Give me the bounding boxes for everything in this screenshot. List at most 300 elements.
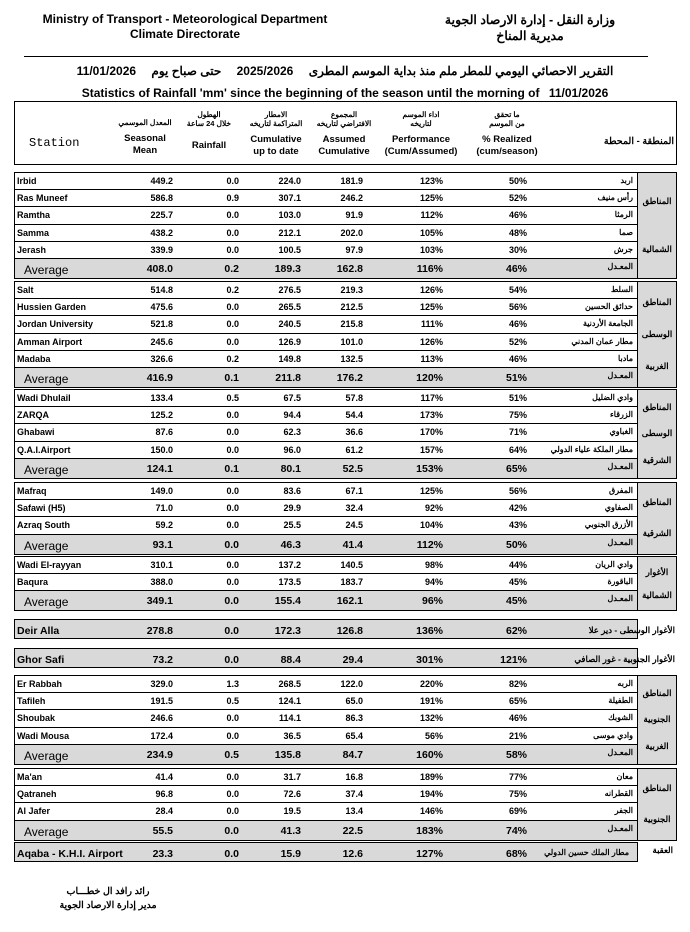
cell-seasonal-mean: 329.0 <box>150 679 173 689</box>
station-name-ar: الطفيلة <box>608 696 633 706</box>
cell-performance: 191% <box>419 696 443 707</box>
header-divider <box>24 56 648 57</box>
col-realized: ما تحقق من الموسم % Realized (cum/season) <box>476 110 538 157</box>
cell-assumed-cumulative: 126.8 <box>336 625 363 637</box>
station-name: Salt <box>17 285 34 295</box>
table-row <box>15 173 637 190</box>
cell-performance: 94% <box>424 577 443 588</box>
cell-cumulative: 211.8 <box>275 371 301 384</box>
station-name-ar: المفرق <box>609 486 633 495</box>
table-row <box>15 334 637 351</box>
cell-performance: 98% <box>424 560 443 570</box>
cell-seasonal-mean: 586.8 <box>150 193 173 204</box>
station-name-ar: رأس منيف <box>597 193 633 203</box>
cell-cumulative: 103.0 <box>278 210 301 221</box>
cell-assumed-cumulative: 162.8 <box>336 262 363 275</box>
cell-realized: 54% <box>508 285 527 295</box>
cell-rainfall: 0.0 <box>226 486 239 496</box>
cell-seasonal-mean: 73.2 <box>152 654 173 666</box>
station-name: Average <box>24 538 69 553</box>
col-cumulative: الامطار المتراكمة لتاريخه Cumulative up to date <box>249 110 303 157</box>
cell-assumed-cumulative: 246.2 <box>340 193 363 204</box>
cell-assumed-cumulative: 215.8 <box>340 319 363 330</box>
cell-cumulative: 173.5 <box>278 577 301 588</box>
ministry-name-ar: وزارة النقل - إدارة الارصاد الجوية <box>444 13 616 27</box>
cell-realized: 74% <box>505 824 527 837</box>
station-name: Wadi El-rayyan <box>17 560 82 570</box>
cell-rainfall: 0.0 <box>224 538 239 551</box>
cell-assumed-cumulative: 84.7 <box>342 748 363 761</box>
cell-seasonal-mean: 133.4 <box>150 393 173 403</box>
station-name: Er Rabbah <box>17 679 63 689</box>
cell-assumed-cumulative: 183.7 <box>340 577 363 588</box>
cell-seasonal-mean: 87.6 <box>155 427 173 438</box>
station-name: Shoubak <box>17 713 56 724</box>
station-name-ar: المعـدل <box>607 261 633 271</box>
table-row <box>15 710 637 727</box>
cell-performance: 136% <box>416 625 443 637</box>
cell-seasonal-mean: 59.2 <box>155 520 173 531</box>
col-seasonal-mean: المعدل الموسمي Seasonal Mean <box>118 118 172 156</box>
station-name-ar: الغباوي <box>609 427 633 437</box>
cell-assumed-cumulative: 91.9 <box>345 210 363 221</box>
cell-cumulative: 83.6 <box>283 486 301 496</box>
org-header-en <box>20 12 350 42</box>
cell-rainfall: 0.5 <box>224 748 239 761</box>
cell-realized: 56% <box>508 486 527 496</box>
cell-realized: 121% <box>500 654 527 666</box>
cell-assumed-cumulative: 65.4 <box>345 730 363 741</box>
station-name-ar: الربه <box>617 679 633 688</box>
cell-cumulative: 189.3 <box>274 262 301 275</box>
cell-assumed-cumulative: 65.0 <box>345 696 363 707</box>
cell-performance: 112% <box>416 538 443 551</box>
cell-realized: 52% <box>508 193 527 204</box>
region-label-ar: المناطق الشمالية <box>637 172 677 279</box>
cell-seasonal-mean: 521.8 <box>150 319 173 330</box>
region-label-ar: المناطق الوسطى الشرقية <box>637 389 677 479</box>
station-name-ar: مطار عمان المدني <box>571 336 633 346</box>
cell-cumulative: 15.9 <box>280 848 301 860</box>
cell-realized: 56% <box>508 302 527 313</box>
table-row <box>15 424 637 441</box>
cell-seasonal-mean: 124.1 <box>146 462 173 475</box>
cell-seasonal-mean: 23.3 <box>152 848 173 860</box>
cell-realized: 50% <box>505 538 527 551</box>
station-name-ar: الزرقاء <box>610 410 633 420</box>
cell-assumed-cumulative: 132.5 <box>340 353 363 364</box>
average-row <box>15 591 637 610</box>
cell-rainfall: 0.0 <box>226 560 239 570</box>
cell-performance: 301% <box>416 654 443 666</box>
cell-cumulative: 126.9 <box>278 336 301 347</box>
cell-cumulative: 19.5 <box>283 806 301 817</box>
cell-assumed-cumulative: 140.5 <box>340 560 363 570</box>
cell-realized: 62% <box>505 625 527 637</box>
cell-seasonal-mean: 172.4 <box>150 730 173 741</box>
cell-cumulative: 72.6 <box>283 789 301 800</box>
cell-seasonal-mean: 191.5 <box>150 696 173 707</box>
station-name: Ramtha <box>17 210 51 221</box>
cell-performance: 157% <box>419 444 443 455</box>
station-name-ar: وادي الريان <box>595 560 633 569</box>
cell-cumulative: 268.5 <box>278 679 301 689</box>
table-row <box>15 557 637 574</box>
cell-seasonal-mean: 55.5 <box>152 824 173 837</box>
cell-realized: 43% <box>508 520 527 531</box>
cell-seasonal-mean: 71.0 <box>155 503 173 514</box>
station-name-ar: الأغوار الوسطى - دير علا <box>588 625 675 635</box>
cell-seasonal-mean: 149.0 <box>150 486 173 496</box>
cell-rainfall: 0.5 <box>226 393 239 403</box>
cell-rainfall: 0.0 <box>224 595 239 608</box>
cell-assumed-cumulative: 61.2 <box>345 444 363 455</box>
cell-rainfall: 0.0 <box>226 503 239 514</box>
average-row <box>15 259 637 278</box>
signature-block <box>48 885 168 913</box>
station-name-ar: حدائق الحسين <box>585 302 633 312</box>
cell-realized: 30% <box>508 244 527 255</box>
cell-cumulative: 62.3 <box>283 427 301 438</box>
table-row <box>15 693 637 710</box>
table-row <box>15 390 637 407</box>
table-row <box>15 351 637 368</box>
table-row <box>15 407 637 424</box>
cell-assumed-cumulative: 162.1 <box>336 595 363 608</box>
cell-performance: 125% <box>419 193 443 204</box>
station-name: Average <box>24 371 69 386</box>
report-title-ar-main: التقرير الاحصائي اليومي للمطر ملم منذ بداية الموسم المطرى <box>308 64 614 78</box>
table-row <box>15 574 637 591</box>
cell-rainfall: 0.5 <box>226 696 239 707</box>
cell-assumed-cumulative: 13.4 <box>345 806 363 817</box>
region-group <box>14 281 673 388</box>
station-name-ar: الرمثا <box>614 210 633 220</box>
cell-performance: 105% <box>419 227 443 238</box>
station-name: Ma'an <box>17 772 43 782</box>
cell-assumed-cumulative: 24.5 <box>345 520 363 531</box>
station-name: Azraq South <box>17 520 70 531</box>
station-name: Samma <box>17 227 50 238</box>
station-name: Average <box>24 824 69 839</box>
cell-seasonal-mean: 449.2 <box>150 176 173 186</box>
cell-seasonal-mean: 150.0 <box>150 444 173 455</box>
cell-realized: 52% <box>508 336 527 347</box>
directorate-name-en: Climate Directorate <box>129 27 241 41</box>
cell-rainfall: 0.1 <box>224 371 239 384</box>
cell-cumulative: 36.5 <box>283 730 301 741</box>
cell-seasonal-mean: 514.8 <box>150 285 173 295</box>
station-name-ar: الباقورة <box>607 577 633 587</box>
cell-realized: 69% <box>508 806 527 817</box>
cell-realized: 45% <box>508 577 527 588</box>
table-row <box>15 190 637 207</box>
station-name: Qatraneh <box>17 789 57 800</box>
cell-realized: 65% <box>505 462 527 475</box>
cell-cumulative: 155.4 <box>274 595 301 608</box>
cell-rainfall: 0.0 <box>224 625 239 637</box>
station-name: Ras Muneef <box>17 193 68 204</box>
station-name: Madaba <box>17 353 51 364</box>
cell-performance: 194% <box>419 789 443 800</box>
cell-performance: 113% <box>420 353 443 364</box>
station-name: Average <box>24 595 69 610</box>
cell-rainfall: 0.0 <box>226 319 239 330</box>
report-date-ar: 11/01/2026 <box>76 64 137 78</box>
station-name: ZARQA <box>17 410 49 421</box>
cell-cumulative: 124.1 <box>278 696 301 707</box>
station-name: Mafraq <box>17 486 47 496</box>
cell-cumulative: 224.0 <box>278 176 301 186</box>
cell-realized: 21% <box>508 730 527 741</box>
cell-rainfall: 1.3 <box>226 679 239 689</box>
table-row <box>15 242 637 259</box>
cell-assumed-cumulative: 67.1 <box>345 486 363 496</box>
station-name-ar: المعـدل <box>607 370 633 380</box>
cell-realized: 68% <box>505 848 527 860</box>
cell-seasonal-mean: 225.7 <box>150 210 173 221</box>
cell-assumed-cumulative: 54.4 <box>345 410 363 421</box>
table-row <box>15 207 637 224</box>
station-name-ar: صما <box>619 227 633 237</box>
cell-rainfall: 0.0 <box>226 410 239 421</box>
station-name: Q.A.I.Airport <box>17 444 71 455</box>
table-row <box>15 786 637 803</box>
station-name-ar: مادبا <box>618 353 633 363</box>
cell-rainfall: 0.0 <box>226 772 239 782</box>
region-group <box>14 172 672 279</box>
cell-realized: 75% <box>508 789 527 800</box>
cell-performance: 127% <box>416 848 443 860</box>
col-region-station-ar: المنطقة - المحطة <box>603 136 674 147</box>
station-name-ar: وادي الضليل <box>592 393 633 402</box>
cell-assumed-cumulative: 212.5 <box>340 302 363 313</box>
station-name-ar: الأغوار الجنوبية - غور الصافي <box>574 654 675 664</box>
cell-performance: 126% <box>419 336 443 347</box>
average-row <box>15 745 637 764</box>
cell-rainfall: 0.0 <box>226 730 239 741</box>
cell-realized: 71% <box>508 427 527 438</box>
directorate-name-ar: مديرية المناخ <box>496 29 564 43</box>
cell-rainfall: 0.0 <box>224 824 239 837</box>
cell-cumulative: 265.5 <box>278 302 301 313</box>
cell-assumed-cumulative: 219.3 <box>340 285 363 295</box>
cell-realized: 45% <box>505 595 527 608</box>
table-row <box>15 442 637 459</box>
station-name-ar: معان <box>616 772 633 781</box>
signatory-title: مدير إدارة الارصاد الجوية <box>59 900 157 911</box>
region-group <box>14 556 672 611</box>
cell-performance: 189% <box>419 772 443 782</box>
cell-realized: 46% <box>508 210 527 221</box>
cell-cumulative: 67.5 <box>283 393 301 403</box>
station-name-ar: السلط <box>610 285 633 294</box>
cell-cumulative: 212.1 <box>278 227 301 238</box>
station-name: Aqaba - K.H.I. Airport <box>17 848 123 860</box>
cell-rainfall: 0.2 <box>226 353 239 364</box>
cell-performance: 170% <box>419 427 443 438</box>
cell-seasonal-mean: 349.1 <box>146 595 173 608</box>
cell-seasonal-mean: 93.1 <box>152 538 173 551</box>
cell-cumulative: 100.5 <box>278 244 301 255</box>
cell-cumulative: 276.5 <box>278 285 301 295</box>
report-title-en <box>0 86 690 100</box>
station-name-ar: المعـدل <box>607 747 633 757</box>
station-name-ar: المعـدل <box>607 594 633 604</box>
cell-performance: 146% <box>419 806 443 817</box>
cell-seasonal-mean: 438.2 <box>150 227 173 238</box>
cell-assumed-cumulative: 36.6 <box>345 427 363 438</box>
station-name: Average <box>24 462 69 477</box>
cell-realized: 77% <box>508 772 527 782</box>
station-name-ar: مطار الملك حسين الدولي <box>544 848 629 857</box>
table-row <box>15 500 637 517</box>
cell-cumulative: 80.1 <box>280 462 301 475</box>
cell-cumulative: 137.2 <box>278 560 301 570</box>
cell-assumed-cumulative: 181.9 <box>340 176 363 186</box>
cell-assumed-cumulative: 12.6 <box>342 848 363 860</box>
station-name: Amman Airport <box>17 336 83 347</box>
cell-assumed-cumulative: 122.0 <box>340 679 363 689</box>
cell-cumulative: 46.3 <box>280 538 301 551</box>
average-row <box>15 368 637 387</box>
station-name-ar: المعـدل <box>607 461 633 471</box>
cell-performance: 123% <box>419 176 443 186</box>
table-row <box>15 282 637 299</box>
cell-seasonal-mean: 310.1 <box>150 560 173 570</box>
cell-realized: 42% <box>508 503 527 514</box>
cell-rainfall: 0.0 <box>226 336 239 347</box>
cell-realized: 82% <box>508 679 527 689</box>
col-assumed: المجموع الافتراضي لتاريخه Assumed Cumulative <box>316 110 372 157</box>
cell-seasonal-mean: 475.6 <box>150 302 173 313</box>
station-name: Baqura <box>17 577 49 588</box>
cell-assumed-cumulative: 37.4 <box>345 789 363 800</box>
cell-rainfall: 0.0 <box>226 789 239 800</box>
cell-assumed-cumulative: 57.8 <box>345 393 363 403</box>
org-header-ar <box>430 12 630 44</box>
cell-seasonal-mean: 28.4 <box>155 806 173 817</box>
cell-rainfall: 0.0 <box>226 427 239 438</box>
region-label-ar: الأغوار الشمالية <box>637 556 677 611</box>
cell-seasonal-mean: 339.9 <box>150 244 173 255</box>
average-row <box>15 535 637 554</box>
region-label-ar: العقبة <box>652 845 673 855</box>
cell-rainfall: 0.0 <box>226 210 239 221</box>
station-name: Average <box>24 748 69 763</box>
cell-seasonal-mean: 41.4 <box>155 772 173 782</box>
table-row <box>15 483 637 500</box>
cell-seasonal-mean: 278.8 <box>146 625 173 637</box>
cell-performance: 126% <box>419 285 443 295</box>
ministry-name-en: Ministry of Transport - Meteorological Department <box>42 12 328 26</box>
cell-seasonal-mean: 245.6 <box>150 336 173 347</box>
cell-performance: 103% <box>419 244 443 255</box>
cell-rainfall: 0.0 <box>224 654 239 666</box>
station-name: Safawi (H5) <box>17 503 66 514</box>
cell-performance: 104% <box>419 520 443 531</box>
station-name: Ghabawi <box>17 427 55 438</box>
cell-performance: 132% <box>419 713 443 724</box>
station-name-ar: القطرانه <box>604 789 633 799</box>
cell-realized: 48% <box>508 227 527 238</box>
cell-seasonal-mean: 408.0 <box>146 262 173 275</box>
station-name-ar: المعـدل <box>607 823 633 833</box>
station-name-ar: المعـدل <box>607 537 633 547</box>
cell-performance: 92% <box>424 503 443 514</box>
cell-seasonal-mean: 125.2 <box>150 410 173 421</box>
cell-cumulative: 29.9 <box>283 503 301 514</box>
table-row <box>15 299 637 316</box>
signatory-name: رائد رافد ال خطـــاب <box>66 886 150 897</box>
cell-cumulative: 94.4 <box>283 410 301 421</box>
cell-rainfall: 0.0 <box>226 713 239 724</box>
station-name: Wadi Dhulail <box>17 393 71 403</box>
cell-realized: 51% <box>508 393 527 403</box>
cell-assumed-cumulative: 32.4 <box>345 503 363 514</box>
region-label-ar: المناطق الوسطى الغربية <box>637 281 677 388</box>
cell-realized: 44% <box>508 560 527 570</box>
station-name-ar: وادي موسى <box>593 730 633 740</box>
region-label-ar: المناطق الجنوبية الغربية <box>637 675 677 765</box>
station-name: Irbid <box>17 176 37 186</box>
cell-seasonal-mean: 234.9 <box>146 748 173 761</box>
cell-assumed-cumulative: 202.0 <box>340 227 363 238</box>
cell-assumed-cumulative: 16.8 <box>345 772 363 782</box>
cell-performance: 56% <box>424 730 443 741</box>
report-title-ar <box>0 64 690 78</box>
report-title-ar-until: حتى صباح يوم <box>151 64 222 78</box>
cell-cumulative: 25.5 <box>283 520 301 531</box>
region-group <box>14 482 672 555</box>
cell-rainfall: 0.2 <box>226 285 239 295</box>
station-name-ar: مطار الملكة علياء الدولي <box>550 444 633 454</box>
cell-realized: 65% <box>508 696 527 707</box>
station-name: Deir Alla <box>17 625 60 637</box>
cell-cumulative: 307.1 <box>278 193 301 204</box>
cell-assumed-cumulative: 29.4 <box>342 654 363 666</box>
average-row <box>15 821 637 840</box>
cell-performance: 116% <box>416 262 443 275</box>
region-group <box>14 389 673 479</box>
cell-cumulative: 172.3 <box>274 625 301 637</box>
cell-seasonal-mean: 326.6 <box>150 353 173 364</box>
cell-realized: 50% <box>508 176 527 186</box>
cell-realized: 46% <box>508 713 527 724</box>
station-name: Ghor Safi <box>17 654 65 666</box>
cell-rainfall: 0.0 <box>226 520 239 531</box>
cell-assumed-cumulative: 41.4 <box>342 538 363 551</box>
cell-performance: 96% <box>421 595 443 608</box>
cell-cumulative: 135.8 <box>274 748 301 761</box>
station-name-ar: الشوبك <box>608 713 633 723</box>
table-row <box>15 769 637 786</box>
region-group <box>14 768 672 841</box>
cell-performance: 153% <box>416 462 443 475</box>
col-rainfall: الهطول خلال 24 ساعة Rainfall <box>186 110 232 151</box>
single-station-row <box>14 619 675 639</box>
cell-rainfall: 0.0 <box>226 176 239 186</box>
table-row <box>15 676 637 693</box>
cell-assumed-cumulative: 52.5 <box>342 462 363 475</box>
report-date-en: 11/01/2026 <box>548 86 609 100</box>
col-performance: اداء الموسم لتاريخه Performance (Cum/Assumed) <box>384 110 458 157</box>
table-header <box>14 101 677 165</box>
cell-assumed-cumulative: 101.0 <box>340 336 363 347</box>
cell-realized: 46% <box>508 353 527 364</box>
cell-performance: 125% <box>419 302 443 313</box>
cell-rainfall: 0.0 <box>226 444 239 455</box>
